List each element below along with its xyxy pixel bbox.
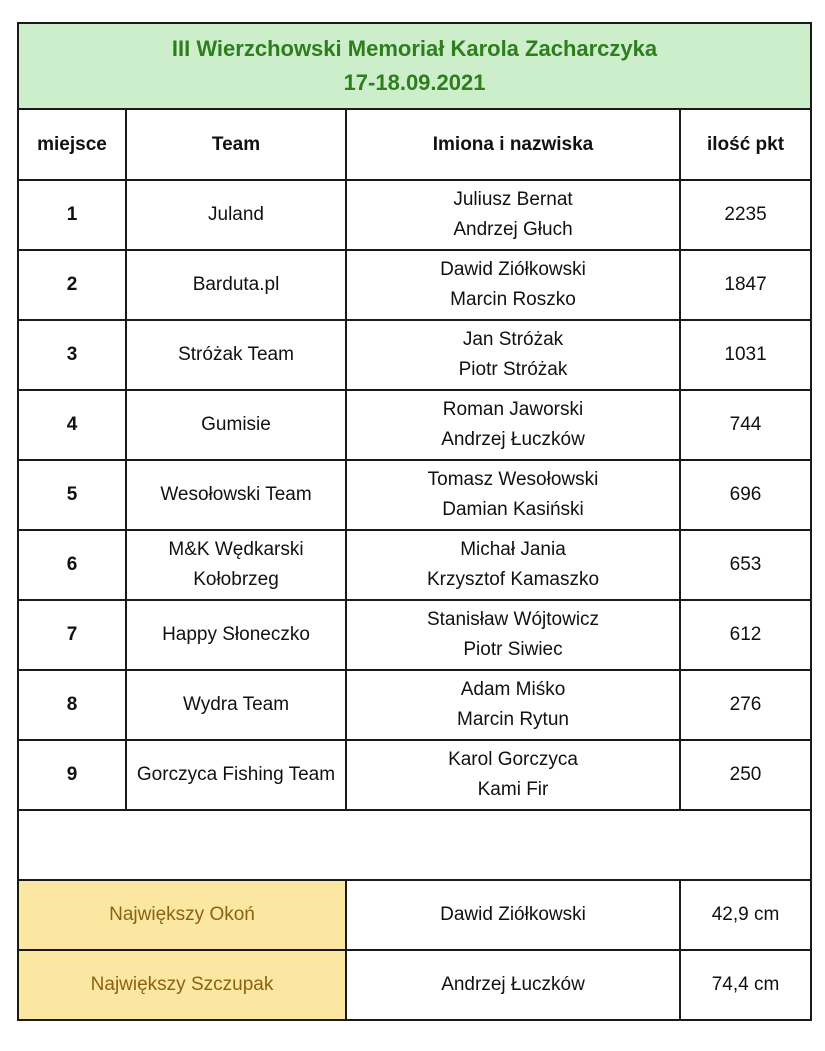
points-cell: 1847: [680, 250, 811, 320]
table-row: [18, 530, 811, 600]
place-cell: 6: [18, 530, 126, 600]
names-cell: [346, 250, 680, 320]
member-name: Piotr Stróżak: [458, 359, 568, 380]
award-winner: Andrzej Łuczków: [346, 950, 680, 1020]
place-cell: 7: [18, 600, 126, 670]
member-name: Adam Miśko: [460, 679, 566, 700]
team-cell: [126, 530, 346, 600]
award-label: Największy Okoń: [18, 880, 346, 950]
table-row: [18, 600, 811, 670]
member-name: Krzysztof Kamaszko: [426, 569, 600, 590]
points-cell: 2235: [680, 180, 811, 250]
team-cell: Stróżak Team: [126, 320, 346, 390]
results-table: [17, 22, 812, 1021]
points-cell: 744: [680, 390, 811, 460]
place-cell: 8: [18, 670, 126, 740]
table-row: [18, 320, 811, 390]
team-cell: Gumisie: [126, 390, 346, 460]
title-line-1: III Wierzchowski Memoriał Karola Zacharczyka: [171, 36, 658, 61]
title-date: 17-18.09.2021: [343, 70, 486, 95]
names-cell: [346, 740, 680, 810]
team-cell: Barduta.pl: [126, 250, 346, 320]
award-row: [18, 950, 811, 1020]
place-cell: 2: [18, 250, 126, 320]
team-cell: Wesołowski Team: [126, 460, 346, 530]
table-row: [18, 180, 811, 250]
points-cell: 250: [680, 740, 811, 810]
place-cell: 9: [18, 740, 126, 810]
award-label: Największy Szczupak: [18, 950, 346, 1020]
award-value: 42,9 cm: [680, 880, 811, 950]
points-cell: 612: [680, 600, 811, 670]
names-cell: [346, 670, 680, 740]
member-name: Kami Fir: [477, 779, 549, 800]
title-cell: [18, 23, 811, 109]
header-names: Imiona i nazwiska: [346, 109, 680, 180]
team-name-line: Kołobrzeg: [193, 569, 279, 590]
title-row: [18, 23, 811, 109]
names-cell: [346, 600, 680, 670]
team-cell: Wydra Team: [126, 670, 346, 740]
member-name: Damian Kasiński: [442, 499, 584, 520]
names-cell: [346, 180, 680, 250]
header-row: [18, 109, 811, 180]
header-team: Team: [126, 109, 346, 180]
award-winner: Dawid Ziółkowski: [346, 880, 680, 950]
place-cell: 3: [18, 320, 126, 390]
team-cell: Juland: [126, 180, 346, 250]
member-name: Jan Stróżak: [462, 329, 564, 350]
award-value: 74,4 cm: [680, 950, 811, 1020]
member-name: Piotr Siwiec: [463, 639, 563, 660]
points-cell: 653: [680, 530, 811, 600]
member-name: Tomasz Wesołowski: [427, 469, 599, 490]
points-cell: 276: [680, 670, 811, 740]
team-cell: Gorczyca Fishing Team: [126, 740, 346, 810]
team-cell: Happy Słoneczko: [126, 600, 346, 670]
member-name: Roman Jaworski: [442, 399, 584, 420]
member-name: Michał Jania: [460, 539, 566, 560]
names-cell: [346, 320, 680, 390]
table-row: [18, 390, 811, 460]
place-cell: 1: [18, 180, 126, 250]
award-row: [18, 880, 811, 950]
member-name: Karol Gorczyca: [448, 749, 578, 770]
place-cell: 5: [18, 460, 126, 530]
points-cell: 1031: [680, 320, 811, 390]
place-cell: 4: [18, 390, 126, 460]
header-points: ilość pkt: [680, 109, 811, 180]
table-row: [18, 250, 811, 320]
blank-row: [18, 810, 811, 880]
table-row: [18, 740, 811, 810]
names-cell: [346, 460, 680, 530]
table-row: [18, 670, 811, 740]
member-name: Stanisław Wójtowicz: [426, 609, 600, 630]
member-name: Andrzej Głuch: [453, 219, 573, 240]
header-place: miejsce: [18, 109, 126, 180]
table-row: [18, 460, 811, 530]
member-name: Marcin Rytun: [457, 709, 569, 730]
member-name: Juliusz Bernat: [453, 189, 573, 210]
member-name: Dawid Ziółkowski: [440, 259, 586, 280]
names-cell: [346, 390, 680, 460]
member-name: Marcin Roszko: [450, 289, 576, 310]
points-cell: 696: [680, 460, 811, 530]
team-name-line: M&K Wędkarski: [168, 539, 304, 560]
names-cell: [346, 530, 680, 600]
member-name: Andrzej Łuczków: [441, 429, 585, 450]
blank-cell: [18, 810, 811, 880]
